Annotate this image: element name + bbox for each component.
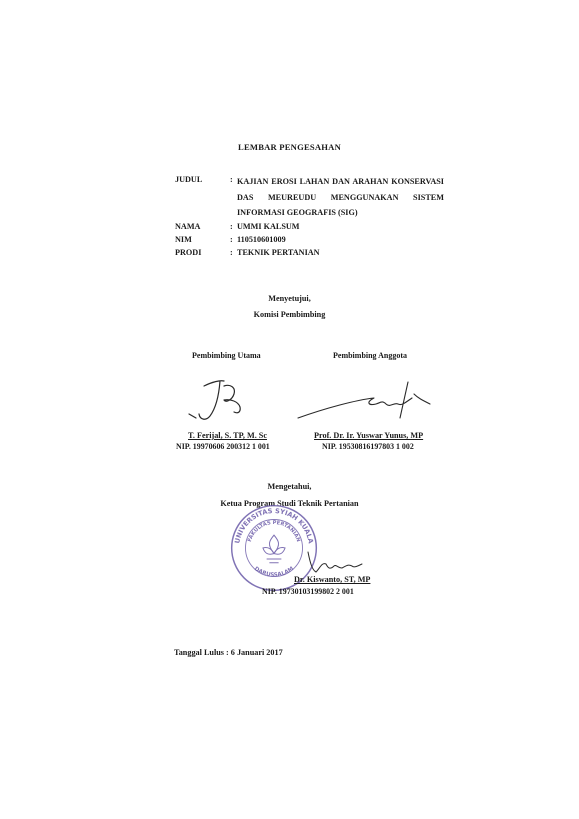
page-title: LEMBAR PENGESAHAN (238, 142, 341, 152)
signature-icon (304, 548, 364, 578)
field-value: UMMI KALSUM (237, 222, 300, 231)
main-supervisor-role: Pembimbing Utama (192, 351, 261, 360)
main-supervisor-nip: NIP. 19970606 200312 1 001 (176, 442, 270, 451)
field-colon: : (230, 248, 233, 257)
member-supervisor-role: Pembimbing Anggota (333, 351, 408, 360)
field-colon: : (230, 235, 233, 244)
field-colon: : (230, 175, 233, 184)
thesis-fields (175, 174, 445, 258)
field-judul (175, 174, 445, 217)
graduation-date: Tanggal Lulus : 6 Januari 2017 (174, 648, 283, 657)
head-of-program-nip: NIP. 19730103199802 2 001 (262, 587, 354, 596)
field-label: NIM (175, 235, 192, 244)
stamp-bottom-text: DARUSSALAM (252, 565, 296, 579)
field-nama (175, 221, 445, 232)
stamp-inner-text: FAKULTAS PERTANIAN (246, 520, 302, 543)
member-supervisor-name: Prof. Dr. Ir. Yuswar Yunus, MP (314, 431, 424, 440)
signature-icon (296, 378, 436, 423)
svg-text:DARUSSALAM (253, 566, 295, 579)
emblem-icon (263, 535, 285, 563)
acknowledge-heading: Mengetahui, (267, 482, 312, 491)
field-prodi (175, 247, 445, 258)
approval-heading: Menyetujui, (268, 294, 311, 303)
judul-line-3: INFORMASI GEOGRAFIS (SIG) (237, 208, 358, 217)
judul-line-2: DAS MEUREUDU MENGGUNAKAN SISTEM (237, 192, 444, 202)
field-nim (175, 234, 445, 245)
field-value: 110510601009 (237, 235, 286, 244)
main-supervisor-name: T. Ferijal, S. TP, M. Sc (188, 431, 267, 440)
judul-line-1: KAJIAN EROSI LAHAN DAN ARAHAN KONSERVASI (237, 177, 444, 186)
main-supervisor-signature (186, 374, 266, 434)
field-label: PRODI (175, 248, 202, 257)
svg-text:FAKULTAS PERTANIAN (247, 520, 301, 543)
field-value (237, 174, 444, 221)
signature-icon (186, 374, 266, 429)
field-label: NAMA (175, 222, 201, 231)
member-supervisor-signature (296, 378, 436, 428)
head-of-program-name: Dr. Kiswanto, ST, MP (294, 575, 371, 584)
member-supervisor-nip: NIP. 19530816197803 1 002 (322, 442, 414, 451)
field-label: JUDUL (175, 175, 203, 184)
field-colon: : (230, 222, 233, 231)
acknowledge-title: Ketua Program Studi Teknik Pertanian (220, 499, 359, 508)
approval-committee: Komisi Pembimbing (253, 310, 326, 319)
stamp-outer-text: UNIVERSITAS SYIAH KUALA (233, 506, 315, 545)
field-value: TEKNIK PERTANIAN (237, 248, 320, 257)
